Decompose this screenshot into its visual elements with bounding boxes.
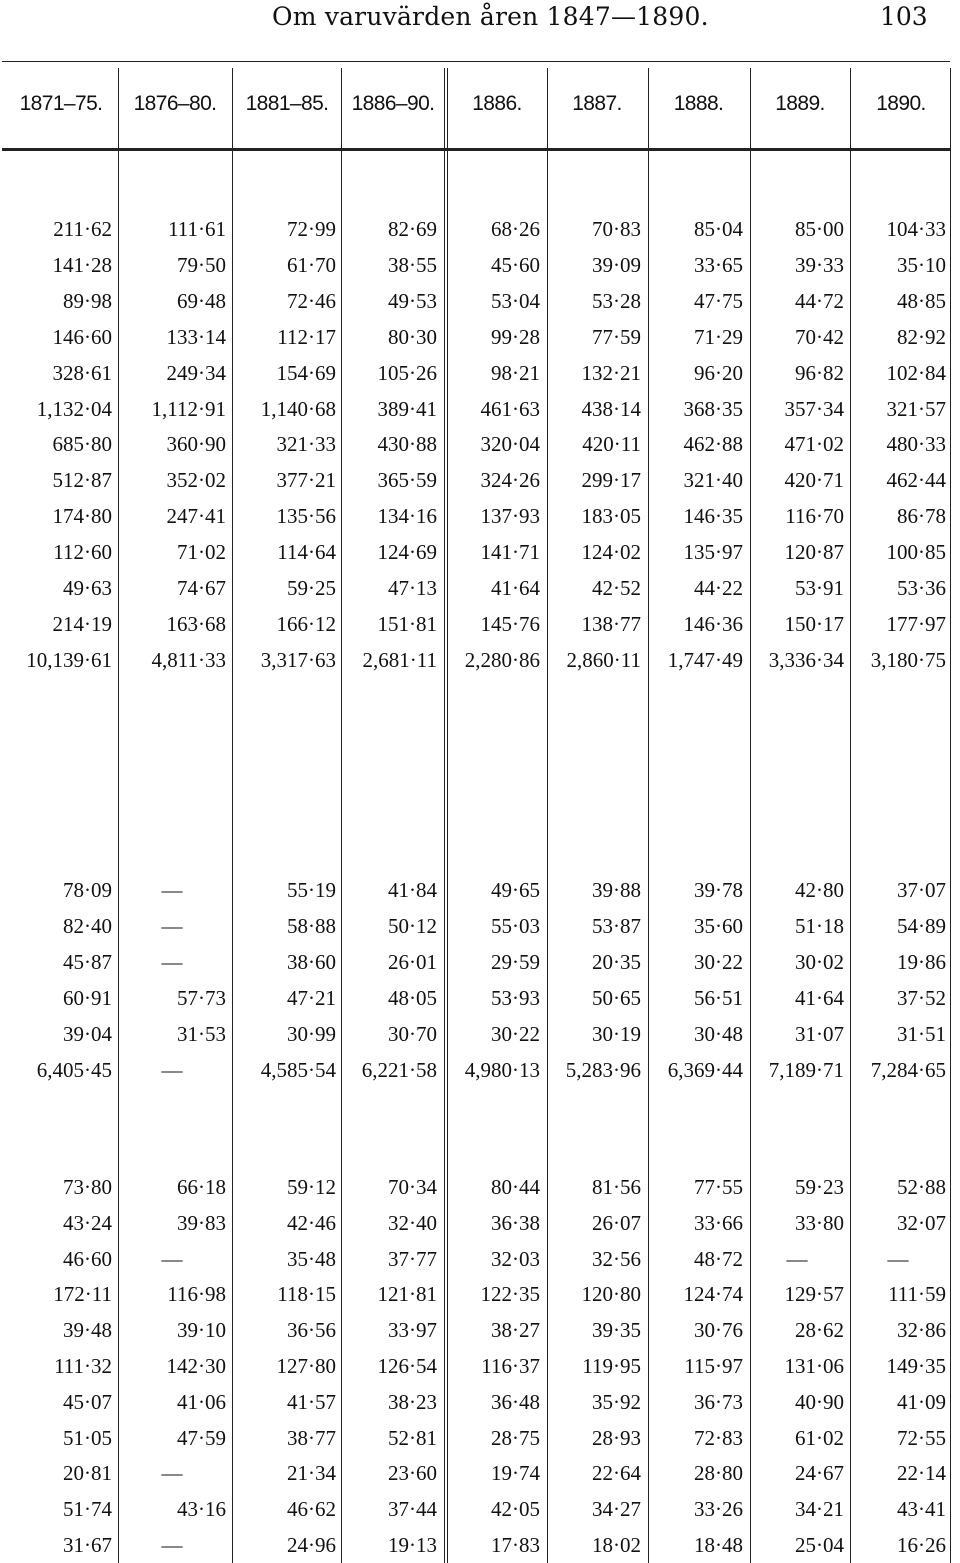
table-cell: 30·48: [694, 1022, 743, 1046]
table-cell: —: [161, 1461, 183, 1485]
column-header: 1881–85.: [245, 92, 329, 115]
table-cell: 48·05: [388, 986, 437, 1010]
table-cell: 30·22: [694, 950, 743, 974]
table-cell: 321·57: [886, 397, 946, 421]
table-cell: 45·87: [63, 950, 112, 974]
table-cell: 42·52: [592, 576, 641, 600]
table-cell: 70·83: [592, 217, 641, 241]
table-cell: 46·62: [287, 1497, 336, 1521]
table-cell: 51·74: [63, 1497, 112, 1521]
table-cell: 49·53: [388, 289, 437, 313]
table-cell: 22·64: [592, 1461, 641, 1485]
table-cell: 2,681·11: [362, 648, 437, 672]
table-cell: 29·59: [491, 950, 540, 974]
table-cell: 51·18: [795, 914, 844, 938]
table-cell: 48·85: [897, 289, 946, 313]
table-cell: 36·38: [491, 1211, 540, 1235]
table-cell: —: [161, 1058, 183, 1082]
table-cell: —: [161, 914, 183, 938]
running-head: [0, 0, 960, 40]
table-cell: 124·69: [377, 540, 437, 564]
table-cell: 19·86: [897, 950, 946, 974]
column-header: 1888.: [673, 92, 724, 115]
table-cell: 24·67: [795, 1461, 844, 1485]
table-cell: 99·28: [491, 325, 540, 349]
table-cell: 120·80: [581, 1282, 641, 1306]
table-cell: 357·34: [784, 397, 844, 421]
table-cell: 328·61: [52, 361, 112, 385]
table-cell: 4,980·13: [464, 1058, 540, 1082]
table-cell: 320·04: [480, 432, 540, 456]
table-cell: 121·81: [377, 1282, 437, 1306]
table-cell: 31·53: [177, 1022, 226, 1046]
table-cell: 43·41: [897, 1497, 946, 1521]
table-cell: 7,284·65: [870, 1058, 946, 1082]
table-cell: 142·30: [166, 1354, 226, 1378]
table-cell: 74·67: [177, 576, 226, 600]
table-cell: 116·98: [167, 1282, 226, 1306]
table-cell: 146·36: [683, 612, 743, 636]
column-divider: [950, 68, 951, 1563]
table-cell: —: [887, 1247, 909, 1271]
table-cell: 247·41: [166, 504, 226, 528]
table-cell: 122·35: [480, 1282, 540, 1306]
table-cell: 33·80: [795, 1211, 844, 1235]
table-cell: 41·84: [388, 878, 437, 902]
table-cell: 420·71: [784, 468, 844, 492]
table-cell: 154·69: [276, 361, 336, 385]
table-cell: 35·60: [694, 914, 743, 938]
table-cell: 78·09: [63, 878, 112, 902]
table-cell: 1,140·68: [260, 397, 336, 421]
table-cell: 112·17: [277, 325, 336, 349]
table-cell: 55·03: [491, 914, 540, 938]
table-cell: 150·17: [784, 612, 844, 636]
table-cell: 57·73: [177, 986, 226, 1010]
table-cell: 44·72: [795, 289, 844, 313]
table-cell: 35·92: [592, 1390, 641, 1414]
table-cell: 32·86: [897, 1318, 946, 1342]
table-cell: —: [786, 1247, 808, 1271]
table-cell: 116·37: [481, 1354, 540, 1378]
table-cell: 114·64: [277, 540, 336, 564]
table-cell: 53·93: [491, 986, 540, 1010]
table-cell: 59·23: [795, 1175, 844, 1199]
table-cell: 138·77: [581, 612, 641, 636]
table-cell: 133·14: [166, 325, 226, 349]
table-cell: 82·69: [388, 217, 437, 241]
table-cell: 39·35: [592, 1318, 641, 1342]
table-cell: 52·81: [388, 1426, 437, 1450]
table-cell: 28·62: [795, 1318, 844, 1342]
table-cell: 6,369·44: [667, 1058, 743, 1082]
table-cell: 3,336·34: [768, 648, 844, 672]
header-underline-rule: [2, 148, 950, 151]
table-cell: 166·12: [276, 612, 336, 636]
table-cell: 365·59: [377, 468, 437, 492]
table-cell: 53·87: [592, 914, 641, 938]
table-cell: 28·75: [491, 1426, 540, 1450]
table-cell: 438·14: [581, 397, 641, 421]
table-cell: 34·27: [592, 1497, 641, 1521]
table-cell: 77·55: [694, 1175, 743, 1199]
table-cell: 49·65: [491, 878, 540, 902]
table-cell: 38·55: [388, 253, 437, 277]
table-cell: 30·02: [795, 950, 844, 974]
table-cell: 53·04: [491, 289, 540, 313]
table-cell: 127·80: [276, 1354, 336, 1378]
table-cell: 149·35: [886, 1354, 946, 1378]
table-cell: 32·03: [491, 1247, 540, 1271]
table-cell: 39·09: [592, 253, 641, 277]
table-cell: 211·62: [53, 217, 112, 241]
table-cell: 26·07: [592, 1211, 641, 1235]
table-cell: 360·90: [166, 432, 226, 456]
table-cell: 19·74: [491, 1461, 540, 1485]
table-cell: 37·44: [388, 1497, 437, 1521]
table-cell: 33·97: [388, 1318, 437, 1342]
table-cell: 31·51: [897, 1022, 946, 1046]
table-cell: 41·09: [897, 1390, 946, 1414]
table-cell: 77·59: [592, 325, 641, 349]
table-cell: 38·60: [287, 950, 336, 974]
table-cell: 80·30: [388, 325, 437, 349]
table-cell: 70·42: [795, 325, 844, 349]
column-header: 1890.: [876, 92, 926, 115]
table-cell: 79·50: [177, 253, 226, 277]
table-cell: 118·15: [277, 1282, 336, 1306]
table-cell: 111·61: [168, 217, 226, 241]
table-cell: 104·33: [886, 217, 946, 241]
table-cell: 28·93: [592, 1426, 641, 1450]
table-cell: 1,132·04: [36, 397, 112, 421]
table-cell: 38·77: [287, 1426, 336, 1450]
table-cell: 471·02: [784, 432, 844, 456]
table-cell: 2,280·86: [464, 648, 540, 672]
column-header: 1887.: [572, 92, 622, 115]
table-cell: 115·97: [684, 1354, 743, 1378]
table-cell: 98·21: [491, 361, 540, 385]
table-cell: 41·57: [287, 1390, 336, 1414]
table-cell: 41·64: [795, 986, 844, 1010]
table-cell: 132·21: [581, 361, 641, 385]
table-cell: 120·87: [784, 540, 844, 564]
table-cell: 31·07: [795, 1022, 844, 1046]
table-cell: 56·51: [694, 986, 743, 1010]
table-cell: 54·89: [897, 914, 946, 938]
table-cell: 124·74: [683, 1282, 743, 1306]
table-cell: 249·34: [166, 361, 226, 385]
table-cell: 116·70: [785, 504, 844, 528]
table-cell: 183·05: [581, 504, 641, 528]
table-cell: 59·25: [287, 576, 336, 600]
table-cell: 6,405·45: [36, 1058, 112, 1082]
table-cell: 35·10: [897, 253, 946, 277]
table-cell: 33·66: [694, 1211, 743, 1235]
table-cell: 36·48: [491, 1390, 540, 1414]
table-cell: 85·04: [694, 217, 743, 241]
table-cell: 18·02: [592, 1533, 641, 1557]
table-cell: 146·60: [52, 325, 112, 349]
table-cell: 39·33: [795, 253, 844, 277]
table-cell: 32·40: [388, 1211, 437, 1235]
column-header: 1886–90.: [351, 92, 435, 115]
table-cell: 16·26: [897, 1533, 946, 1557]
table-cell: 46·60: [63, 1247, 112, 1271]
table-cell: 3,180·75: [870, 648, 946, 672]
table-cell: 66·18: [177, 1175, 226, 1199]
table-cell: 131·06: [784, 1354, 844, 1378]
table-cell: 368·35: [683, 397, 743, 421]
table-cell: 30·70: [388, 1022, 437, 1046]
table-cell: 124·02: [581, 540, 641, 564]
table-cell: 38·27: [491, 1318, 540, 1342]
table-cell: 462·44: [886, 468, 946, 492]
table-cell: 163·68: [166, 612, 226, 636]
table-cell: 145·76: [480, 612, 540, 636]
table-cell: 34·21: [795, 1497, 844, 1521]
table-cell: 82·40: [63, 914, 112, 938]
table-cell: 40·90: [795, 1390, 844, 1414]
table-cell: 81·56: [592, 1175, 641, 1199]
table-cell: 33·65: [694, 253, 743, 277]
table-cell: 48·72: [694, 1247, 743, 1271]
table-cell: 82·92: [897, 325, 946, 349]
table-cell: 4,811·33: [151, 648, 226, 672]
table-cell: 37·52: [897, 986, 946, 1010]
table-cell: 299·17: [581, 468, 641, 492]
table-cell: 51·05: [63, 1426, 112, 1450]
table-cell: 53·36: [897, 576, 946, 600]
table-cell: 30·19: [592, 1022, 641, 1046]
table-cell: 50·12: [388, 914, 437, 938]
column-header: 1871–75.: [19, 92, 103, 115]
table-cell: 141·71: [480, 540, 540, 564]
table-cell: 24·96: [287, 1533, 336, 1557]
table-cell: 31·67: [63, 1533, 112, 1557]
table-cell: 52·88: [897, 1175, 946, 1199]
table-cell: 389·41: [377, 397, 437, 421]
table-cell: 141·28: [52, 253, 112, 277]
table-cell: 151·81: [377, 612, 437, 636]
table-cell: 47·13: [388, 576, 437, 600]
table-cell: 41·06: [177, 1390, 226, 1414]
table-cell: 28·80: [694, 1461, 743, 1485]
table-cell: 30·99: [287, 1022, 336, 1046]
table-cell: 32·56: [592, 1247, 641, 1271]
table-cell: 105·26: [377, 361, 437, 385]
table-cell: 68·26: [491, 217, 540, 241]
table-cell: 174·80: [52, 504, 112, 528]
table-cell: 461·63: [480, 397, 540, 421]
table-cell: 70·34: [388, 1175, 437, 1199]
table-cell: 41·64: [491, 576, 540, 600]
table-cell: 30·76: [694, 1318, 743, 1342]
table-cell: 39·10: [177, 1318, 226, 1342]
table-cell: 23·60: [388, 1461, 437, 1485]
table-cell: 135·56: [276, 504, 336, 528]
table-cell: 86·78: [897, 504, 946, 528]
table-cell: 44·22: [694, 576, 743, 600]
column-header: 1876–80.: [133, 92, 217, 115]
table-cell: 37·77: [388, 1247, 437, 1271]
table-cell: 26·01: [388, 950, 437, 974]
table-cell: 1,747·49: [667, 648, 743, 672]
table-cell: 177·97: [886, 612, 946, 636]
table-cell: 321·33: [276, 432, 336, 456]
table-cell: 43·16: [177, 1497, 226, 1521]
table-cell: 126·54: [377, 1354, 437, 1378]
table-cell: 111·59: [888, 1282, 946, 1306]
table-cell: 137·93: [480, 504, 540, 528]
table-cell: 352·02: [166, 468, 226, 492]
table-top-rule: [2, 61, 950, 62]
table-cell: 85·00: [795, 217, 844, 241]
table-cell: 72·55: [897, 1426, 946, 1450]
table-cell: 377·21: [276, 468, 336, 492]
table-cell: 21·34: [287, 1461, 336, 1485]
table-cell: 20·35: [592, 950, 641, 974]
table-cell: 18·48: [694, 1533, 743, 1557]
table-cell: 59·12: [287, 1175, 336, 1199]
table-cell: 324·26: [480, 468, 540, 492]
table-cell: 17·83: [491, 1533, 540, 1557]
table-cell: 55·19: [287, 878, 336, 902]
table-cell: 30·22: [491, 1022, 540, 1046]
running-head-title: Om varuvärden åren 1847—1890.: [272, 2, 709, 31]
table-cell: 172·11: [53, 1282, 112, 1306]
table-cell: 39·78: [694, 878, 743, 902]
table-cell: —: [161, 878, 183, 902]
table-cell: 69·48: [177, 289, 226, 313]
table-cell: 71·29: [694, 325, 743, 349]
table-cell: 72·83: [694, 1426, 743, 1450]
table-cell: 47·59: [177, 1426, 226, 1450]
table-cell: 3,317·63: [260, 648, 336, 672]
table-cell: 5,283·96: [565, 1058, 641, 1082]
table-cell: 134·16: [377, 504, 437, 528]
table-cell: 7,189·71: [768, 1058, 844, 1082]
table-cell: 42·46: [287, 1211, 336, 1235]
table-cell: 25·04: [795, 1533, 844, 1557]
table-cell: 321·40: [683, 468, 743, 492]
table-cell: 420·11: [582, 432, 641, 456]
table-cell: 135·97: [683, 540, 743, 564]
table-cell: 80·44: [491, 1175, 540, 1199]
table-cell: 72·99: [287, 217, 336, 241]
table-cell: 4,585·54: [260, 1058, 336, 1082]
table-cell: 512·87: [52, 468, 112, 492]
table-cell: 35·48: [287, 1247, 336, 1271]
page-number: 103: [880, 2, 928, 31]
table-cell: 111·32: [54, 1354, 112, 1378]
table-cell: 10,139·61: [26, 648, 112, 672]
table-cell: 60·91: [63, 986, 112, 1010]
column-header: 1886.: [472, 92, 522, 115]
table-cell: 462·88: [683, 432, 743, 456]
table-cell: 39·88: [592, 878, 641, 902]
table-cell: 129·57: [784, 1282, 844, 1306]
table-cell: 96·82: [795, 361, 844, 385]
table-cell: 38·23: [388, 1390, 437, 1414]
table-cell: 112·60: [53, 540, 112, 564]
table-cell: —: [161, 950, 183, 974]
table-cell: 39·04: [63, 1022, 112, 1046]
table-cell: 22·14: [897, 1461, 946, 1485]
table-cell: 89·98: [63, 289, 112, 313]
table-cell: 102·84: [886, 361, 946, 385]
table-cell: 6,221·58: [361, 1058, 437, 1082]
table-cell: 42·80: [795, 878, 844, 902]
table-cell: 53·91: [795, 576, 844, 600]
table-cell: 1,112·91: [151, 397, 226, 421]
table-cell: 32·07: [897, 1211, 946, 1235]
column-divider: [341, 68, 342, 1563]
table-cell: 36·73: [694, 1390, 743, 1414]
table-cell: 685·80: [52, 432, 112, 456]
table-cell: 119·95: [582, 1354, 641, 1378]
table-cell: 53·28: [592, 289, 641, 313]
table-cell: 100·85: [886, 540, 946, 564]
table-cell: 45·60: [491, 253, 540, 277]
table-cell: 50·65: [592, 986, 641, 1010]
table-cell: 47·21: [287, 986, 336, 1010]
table-cell: 42·05: [491, 1497, 540, 1521]
table-cell: —: [161, 1247, 183, 1271]
table-cell: 72·46: [287, 289, 336, 313]
table-cell: 146·35: [683, 504, 743, 528]
table-cell: 480·33: [886, 432, 946, 456]
table-cell: 61·02: [795, 1426, 844, 1450]
table-cell: 214·19: [52, 612, 112, 636]
table-cell: 33·26: [694, 1497, 743, 1521]
table-cell: 96·20: [694, 361, 743, 385]
table-cell: 2,860·11: [566, 648, 641, 672]
table-cell: 430·88: [377, 432, 437, 456]
table-cell: 73·80: [63, 1175, 112, 1199]
table-cell: 39·83: [177, 1211, 226, 1235]
table-cell: 19·13: [388, 1533, 437, 1557]
table-cell: 37·07: [897, 878, 946, 902]
table-cell: 39·48: [63, 1318, 112, 1342]
table-cell: 45·07: [63, 1390, 112, 1414]
table-cell: 20·81: [63, 1461, 112, 1485]
table-cell: 43·24: [63, 1211, 112, 1235]
table-cell: —: [161, 1533, 183, 1557]
table-cell: 71·02: [177, 540, 226, 564]
table-cell: 58·88: [287, 914, 336, 938]
table-cell: 61·70: [287, 253, 336, 277]
table-cell: 49·63: [63, 576, 112, 600]
table-cell: 47·75: [694, 289, 743, 313]
table-cell: 36·56: [287, 1318, 336, 1342]
column-header: 1889.: [775, 92, 825, 115]
